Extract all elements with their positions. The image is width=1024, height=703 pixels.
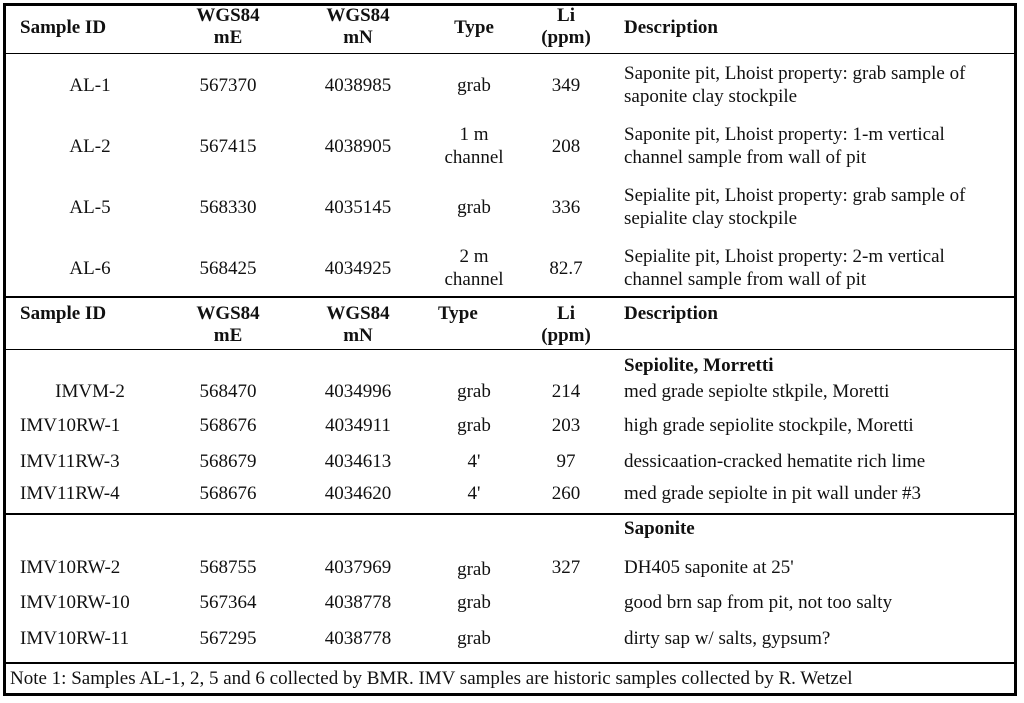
header-description: Description <box>624 303 718 324</box>
table-row-description: dirty sap w/ salts, gypsum? <box>624 628 831 649</box>
table-row-li: 208 <box>551 136 581 157</box>
table-row-type: grab <box>457 559 491 580</box>
table-row-me: 568425 <box>199 258 257 279</box>
table-row-type: 4' <box>467 483 481 504</box>
table-row-me: 568676 <box>199 415 257 436</box>
table-row-me: 567370 <box>199 75 257 96</box>
table-row-id: IMV11RW-4 <box>20 483 120 504</box>
header-me: WGS84 mE <box>196 5 260 48</box>
header-type: Type <box>438 303 478 324</box>
table-row-li: 97 <box>556 451 576 472</box>
table-row-me: 568330 <box>199 197 257 218</box>
table-row-type: grab <box>457 628 491 649</box>
table-row-type: grab <box>457 197 491 218</box>
table-row-me: 567415 <box>199 136 257 157</box>
table-row-id: AL-5 <box>69 197 111 218</box>
table-row-description: Saponite pit, Lhoist property: grab sample of saponite clay stockpile <box>624 63 966 107</box>
table-row-id: IMVM-2 <box>55 381 125 402</box>
table-row-description: Sepialite pit, Lhoist property: 2-m vertical channel sample from wall of pit <box>624 246 945 290</box>
table-row-li: 336 <box>551 197 581 218</box>
table-row-mn: 4038985 <box>324 75 392 96</box>
table-row-mn: 4034911 <box>325 415 391 436</box>
table-row-id: IMV10RW-11 <box>20 628 130 649</box>
table-row-id: AL-6 <box>69 258 111 279</box>
table-row-description: dessicaation-cracked hematite rich lime <box>624 451 926 472</box>
table-row-mn: 4038905 <box>324 136 392 157</box>
table-row-mn: 4034620 <box>324 483 392 504</box>
table-row-mn: 4034925 <box>324 258 392 279</box>
table-row-description: good brn sap from pit, not too salty <box>624 592 893 613</box>
header-type: Type <box>454 17 494 38</box>
rule-header2 <box>6 349 1017 350</box>
header-sample-id: Sample ID <box>20 17 107 38</box>
table-row-me: 567364 <box>199 592 257 613</box>
table-row-me: 567295 <box>199 628 257 649</box>
group-heading-saponite: Saponite <box>624 518 695 539</box>
header-description: Description <box>624 17 718 38</box>
table-row-me: 568679 <box>199 451 257 472</box>
table-row-li: 203 <box>551 415 581 436</box>
table-row-mn: 4038778 <box>324 592 392 613</box>
table-row-id: IMV10RW-1 <box>20 415 121 436</box>
header-li: Li (ppm) <box>541 303 591 346</box>
table-row-li: 349 <box>551 75 581 96</box>
table-row-type: grab <box>457 75 491 96</box>
table-row-mn: 4035145 <box>324 197 392 218</box>
table-row-description: med grade sepiolte stkpile, Moretti <box>624 381 890 402</box>
header-mn: WGS84 mN <box>326 5 390 48</box>
table-row-description: med grade sepiolte in pit wall under #3 <box>624 483 922 504</box>
table-row-li: 82.7 <box>549 258 583 279</box>
table-row-me: 568676 <box>199 483 257 504</box>
table-row-type: 4' <box>467 451 481 472</box>
header-sample-id: Sample ID <box>20 303 107 324</box>
table-row-type: grab <box>457 415 491 436</box>
table-row-type: 1 m channel <box>444 124 504 168</box>
table-row-type: grab <box>457 381 491 402</box>
table-row-type: 2 m channel <box>444 246 504 290</box>
table-row-id: IMV11RW-3 <box>20 451 120 472</box>
table-row-mn: 4038778 <box>324 628 392 649</box>
table-row-li: 260 <box>551 483 581 504</box>
table-row-mn: 4037969 <box>324 557 392 578</box>
table-row-id: AL-2 <box>69 136 111 157</box>
table-row-description: Sepialite pit, Lhoist property: grab sample of sepialite clay stockpile <box>624 185 966 229</box>
table-row-id: IMV10RW-2 <box>20 557 121 578</box>
table-row-me: 568470 <box>199 381 257 402</box>
table-row-description: DH405 saponite at 25' <box>624 557 794 578</box>
table-row-type: grab <box>457 592 491 613</box>
header-li: Li (ppm) <box>541 5 591 48</box>
rule-note <box>6 662 1017 664</box>
table-row-mn: 4034613 <box>324 451 392 472</box>
rule-section-break <box>6 296 1017 298</box>
header-mn: WGS84 mN <box>326 303 390 346</box>
rule-group-break <box>6 513 1017 515</box>
table-row-me: 568755 <box>199 557 257 578</box>
table-row-li: 327 <box>551 557 581 578</box>
table-row-id: IMV10RW-10 <box>20 592 130 613</box>
rule-header1 <box>6 53 1017 54</box>
table-row-li: 214 <box>551 381 581 402</box>
table-row-description: high grade sepiolite stockpile, Moretti <box>624 415 914 436</box>
table-row-id: AL-1 <box>69 75 111 96</box>
footnote: Note 1: Samples AL-1, 2, 5 and 6 collected by BMR. IMV samples are historic samples collected by R. Wetzel <box>10 668 853 689</box>
group-heading-sepiolite: Sepiolite, Morretti <box>624 355 774 376</box>
table-row-mn: 4034996 <box>324 381 392 402</box>
header-me: WGS84 mE <box>196 303 260 346</box>
table-row-description: Saponite pit, Lhoist property: 1-m vertical channel sample from wall of pit <box>624 124 945 168</box>
